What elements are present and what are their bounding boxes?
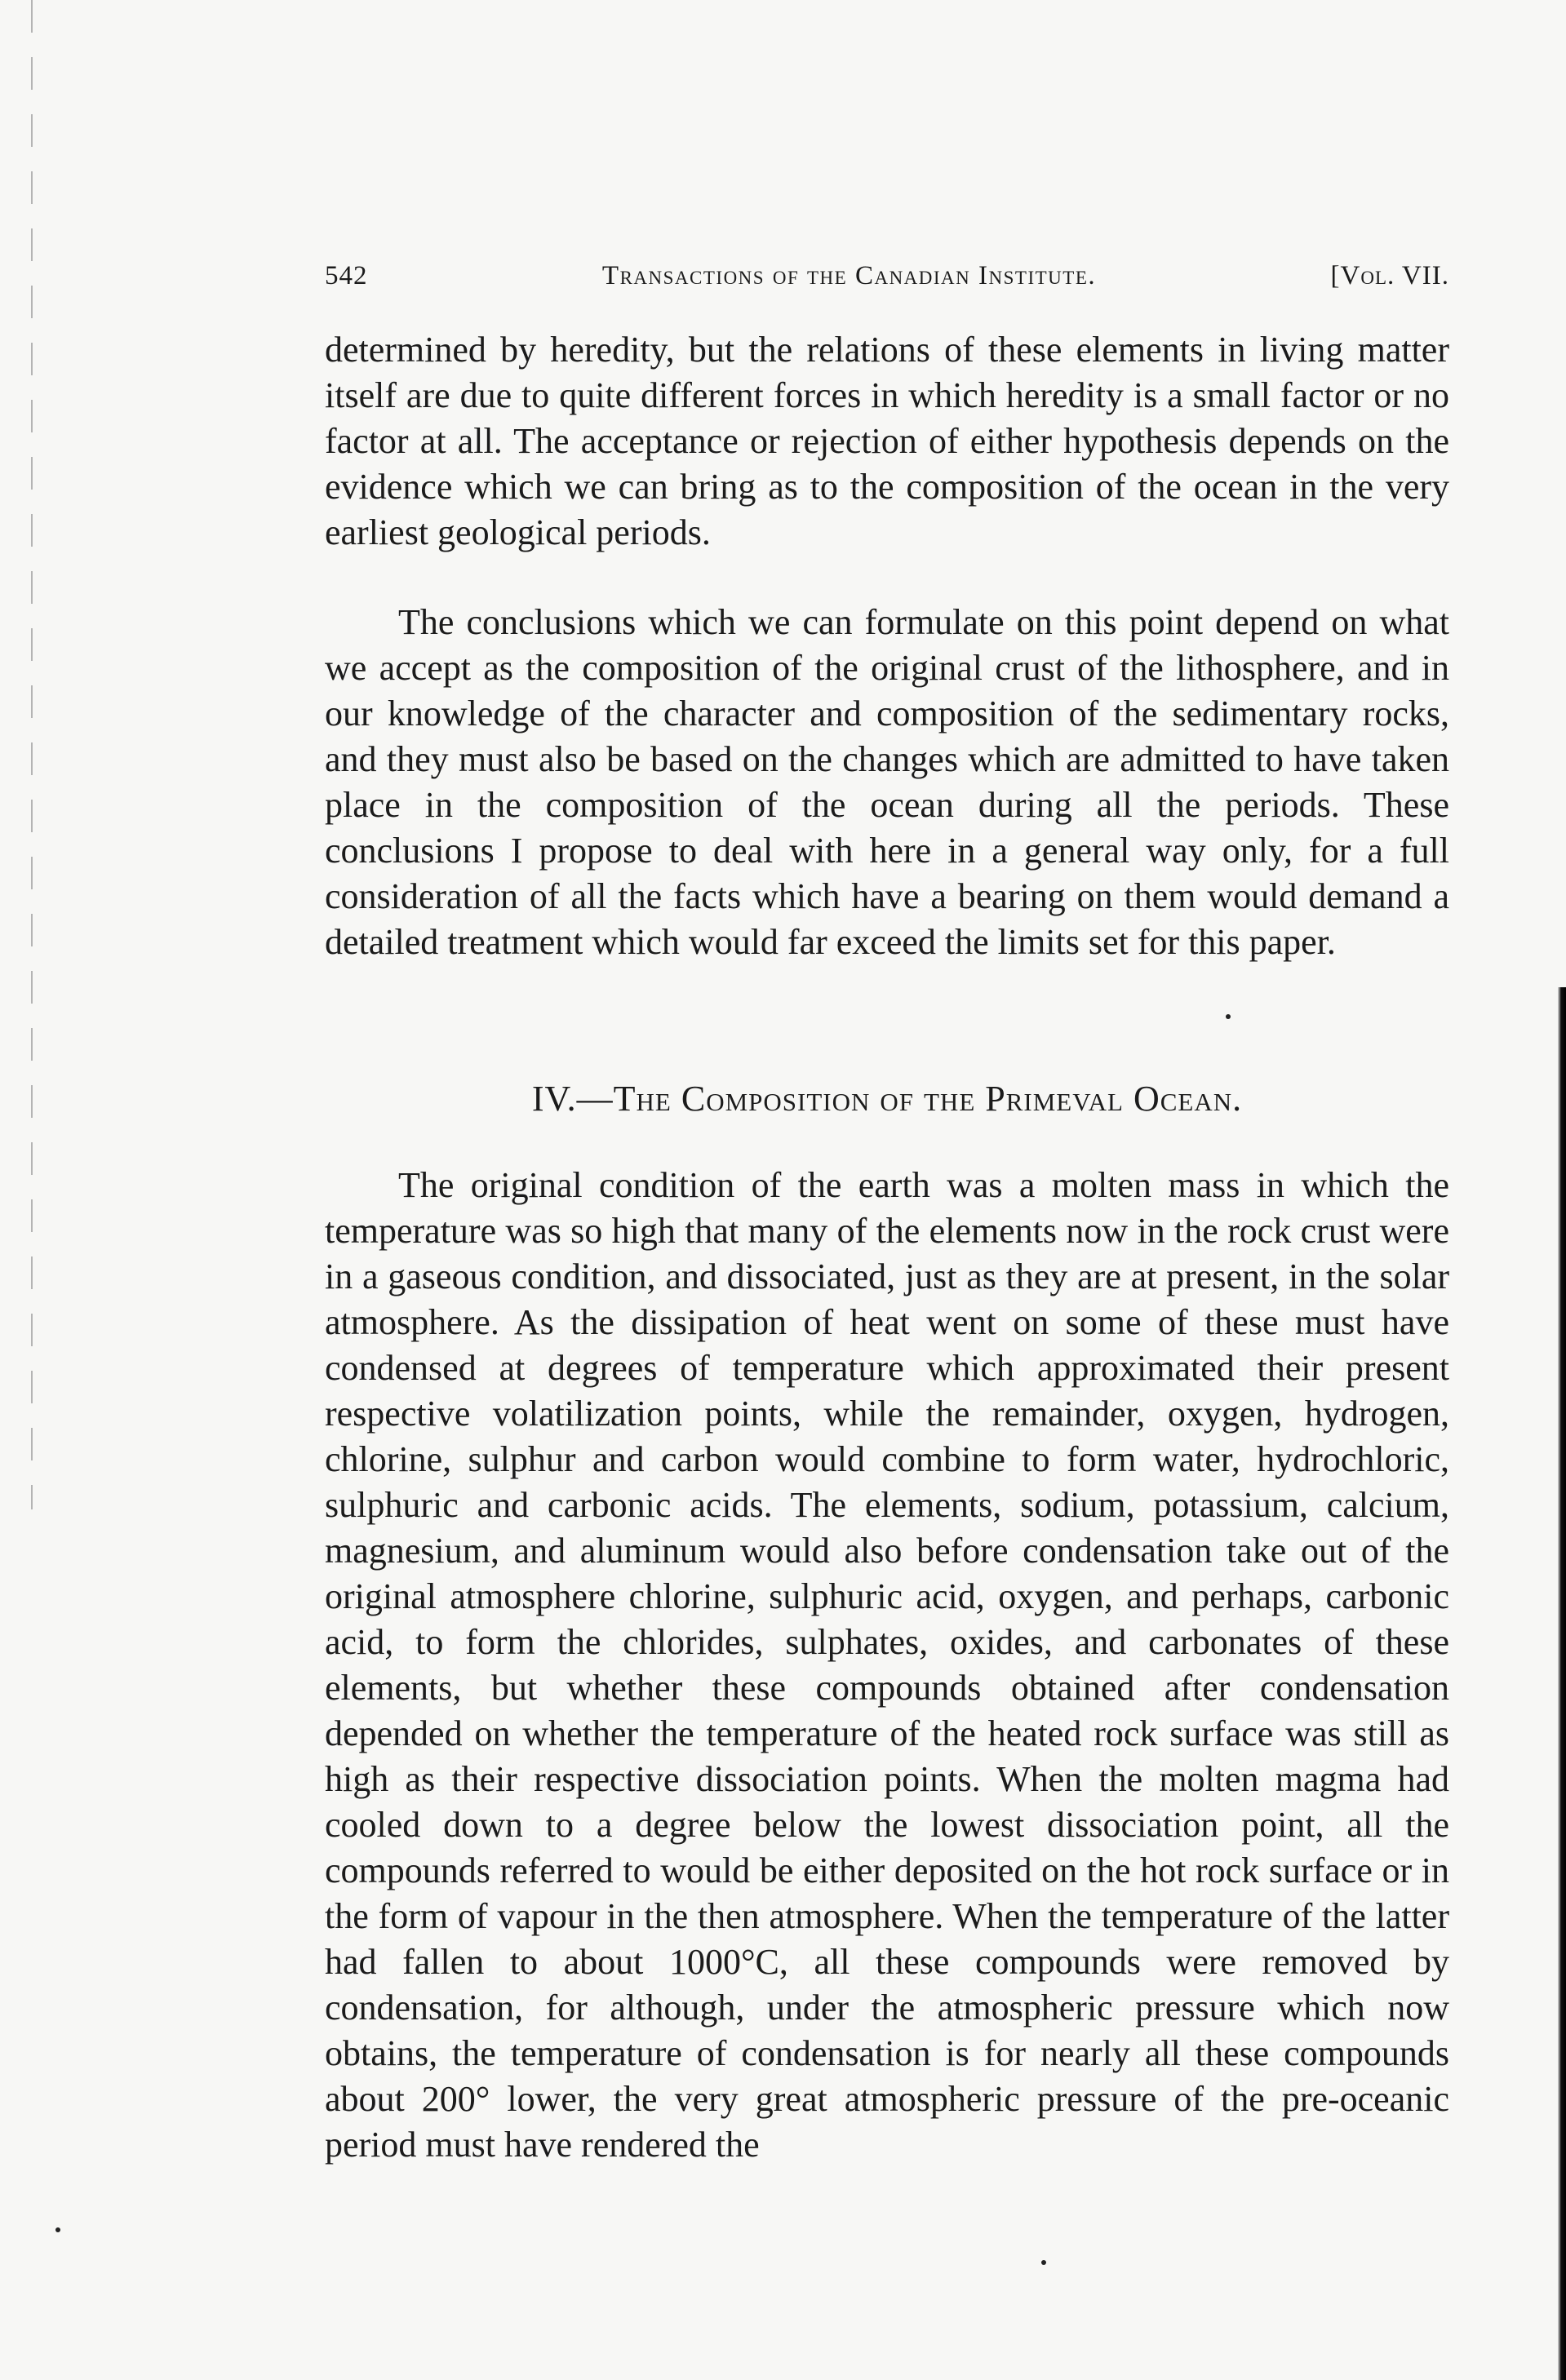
page-number: 542 — [325, 261, 368, 290]
scan-speck — [1041, 2260, 1046, 2265]
scan-right-edge-artifact — [1558, 987, 1566, 2380]
running-header — [325, 261, 1449, 291]
scan-speck — [1226, 1014, 1231, 1019]
paragraph-primeval-ocean: The original condition of the earth was a molten mass in which the temperature was so high that many of the elements now in the rock crust were in a gaseous condition, and dissociated, just as they are at present, in the solar atmosphere. As the dissipation of heat went on some of these must have condensed at degrees of temperature which approximated their present respective volatilization points, while the remainder, oxygen, hydrogen, chlorine, sulphur and carbon would combine to form water, hydrochloric, sulphuric and carbonic acids. The elements, sodium, potassium, calcium, magnesium, and aluminum would also before condensation take out of the original atmosphere chlorine, sulphuric acid, oxygen, and perhaps, carbonic acid, to form the chlorides, sulphates, oxides, and carbonates of these elements, but whether these compounds obtained after condensation depended on whether the temperature of the heated rock surface was still as high as their respective dissociation points. When the molten magma had cooled down to a degree below the lowest dissociation point, all the compounds referred to would be either deposited on the hot rock surface or in the form of vapour in the then atmosphere. When the temperature of the latter had fallen to about 1000°C, all these compounds were removed by condensation, for although, under the atmospheric pressure which now obtains, the temperature of condensation is for nearly all these compounds about 200° lower, the very great atmospheric pressure of the pre-oceanic period must have rendered the — [325, 1165, 1449, 2165]
volume-label: [Vol. VII. — [1330, 261, 1449, 290]
scan-speck — [55, 2227, 60, 2232]
document-page — [325, 261, 1449, 2168]
paragraph-conclusions: The conclusions which we can formulate on this point depend on what we accept as the composition of the original crust of the lithosphere, and in our knowledge of the character and composition of the sedimentary rocks, and they must also be based on the changes which are admitted to have taken place in the composition of the ocean during all the periods. These conclusions I propose to deal with here in a general way only, for a full consideration of all the facts which have a bearing on them would demand a detailed treatment which would far exceed the limits set for this paper. — [325, 602, 1449, 962]
section-heading: IV.—The Composition of the Primeval Ocean. — [531, 1079, 1243, 1119]
scan-left-edge-artifact — [31, 0, 33, 1509]
running-title: Transactions of the Canadian Institute. — [601, 261, 1097, 290]
paragraph-continuation: determined by heredity, but the relations of these elements in living matter itself are due to quite different forces in which heredity is a small factor or no factor at all. The acceptance or rejection of either hypothesis depends on the evidence which we can bring as to the composition of the ocean in the very earliest geological periods. — [325, 330, 1449, 552]
